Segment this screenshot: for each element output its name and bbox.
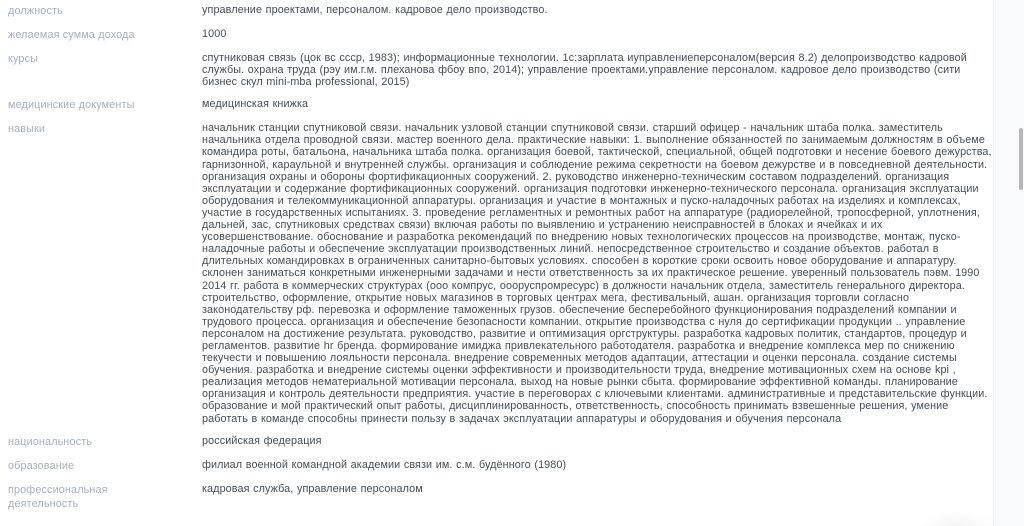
field-value: начальник станции спутниковой связи. начальник узловой станции спутниковой связи. старший офицер - начальник штаба полка. заместитель начальника отдела проводной связи. мастер военного дела. практические навыки: 1. выполнение обязанностей по занимаемым должностям в объеме командира роты, батальона, начальника штаба полка. организация боевой, тактической, специальной, общей подготовки и несение боевого дежурства, гарнизонной, караульной и внутренней службы. организация и соблюдение режима секретности на боевом дежурстве и в повседневной деятельности. организация охраны и обороны фортификационных сооружений. 2. руководство инженерно-техническим составом подразделений. организация эксплуатации и содержание фортификационных сооружений. организация подготовки инженерно-технического персонала. организация эксплуатации оборудования и телекоммуникационной аппаратуры. организация и участие в монтажных и пуско-наладочных работах на изделиях и комплексах, участие в государственных испытаниях. 3. проведение регламентных и ремонтных работ на аппаратуре (радиорелейной, тропосферной, уплотнения, дальней, зас, спутниковых средствах связи) включая работы по выявлению и устранению неисправностей в блоках и ячейках и их усовершенствование. обоснование и разработка рекомендаций по внедрению новых технологических процессов на производстве, монтаж, пуско-наладочные работы и обеспечение эксплуатации производственных линий. непосредственное строительство и создание объектов. работал в длительных командировках в ограниченных санитарно-бытовых условиях. способен в короткие сроки освоить новое оборудование и аппаратуру. склонен заниматься конкретными инженерными задачами и нести ответственность за их практическое решение. уверенный пользователь пэвм. 1990 2014 гг. работа в коммерческих структурах (ооо компрус, оооруспромресурс) в должности начальник отдела, заместитель генерального директора. строительство, оформление, открытие новых магазинов в торговых центрах мега, фестивальный, ашан. организация торговли согласно законодательству рф. перевозка и оформление таможенных грузов. обеспечение бесперебойного функционирования подразделений компании и трудового процесса. организация и обеспечение безопасности компании. открытие производства с нуля до сертификации продукции .. управление персоналом на достижение результата. руководство, развитие и оптимизация оргструктуры. разработка кадровых политик, стандартов, процедур и регламентов. развитие hr бренда. формирование имиджа привлекательного работодателя. разработка и внедрение комплекса мер по снижению текучести и повышению лояльности персонала. внедрение современных методов адаптации, аттестации и оценки персонала. создание системы обучения. разработка и внедрение системы оценки эффективности и производительности труда, внедрение мотивационных схем на основе kpi , реализация методов нематериальной мотивации персонала. выход на новые рынки сбыта. формирование эффективной команды. планирование организация и контроль деятельности предприятия. участие в переговорах с ключевыми клиентами. административные и представительские функции. образование и мой практический опыт работы, дисциплинированность, ответственность, способность принимать взвешенные решения, умение работать в команде способны принести пользу в задачах эксплуатации аппаратуры и оборудования и обучения персонала xyxy=(202,122,992,425)
field-value: филиал военной командной академии связи им. с.м. будённого (1980) xyxy=(202,458,567,471)
field-label: курсы xyxy=(8,53,39,65)
field-label: профессиональная деятельность xyxy=(8,483,108,510)
field-value: медицинская книжка xyxy=(202,98,309,111)
field-value: спутниковая связь (цок вс ссср, 1983); информационные технологии. 1с:зарплата иуправлениеперсоналом(версия 8.2) делопроизводство кадровой службы. охрана труда (рэу им.г.м. плеханова фбоу впо, 2014); управление проектами.управление персоналом. кадровое дело производство (сити бизнес скул mini-mba professional, 2015) xyxy=(202,52,967,89)
field-row xyxy=(8,459,992,473)
field-row xyxy=(8,435,992,449)
field-label: медицинские документы xyxy=(8,99,135,112)
field-value: российская федерация xyxy=(202,434,322,447)
fields-list xyxy=(8,4,992,521)
field-value: кадровая служба, управление персоналом xyxy=(202,482,423,495)
scrollbar-thumb[interactable] xyxy=(1019,128,1023,190)
field-value: 1000 xyxy=(202,28,227,40)
field-value: управление проектами, персоналом. кадровое дело производство. xyxy=(202,4,548,16)
field-label: образование xyxy=(8,459,75,472)
field-row xyxy=(8,483,992,511)
field-label: должность xyxy=(8,5,63,17)
field-row xyxy=(8,52,992,88)
field-row xyxy=(8,122,992,424)
field-label: навыки xyxy=(8,123,46,136)
field-label: национальность xyxy=(8,435,93,448)
field-row xyxy=(8,28,992,42)
field-label: желаемая сумма дохода xyxy=(8,29,135,41)
field-row xyxy=(8,4,992,18)
field-row xyxy=(8,98,992,112)
side-gutter xyxy=(993,0,1024,526)
